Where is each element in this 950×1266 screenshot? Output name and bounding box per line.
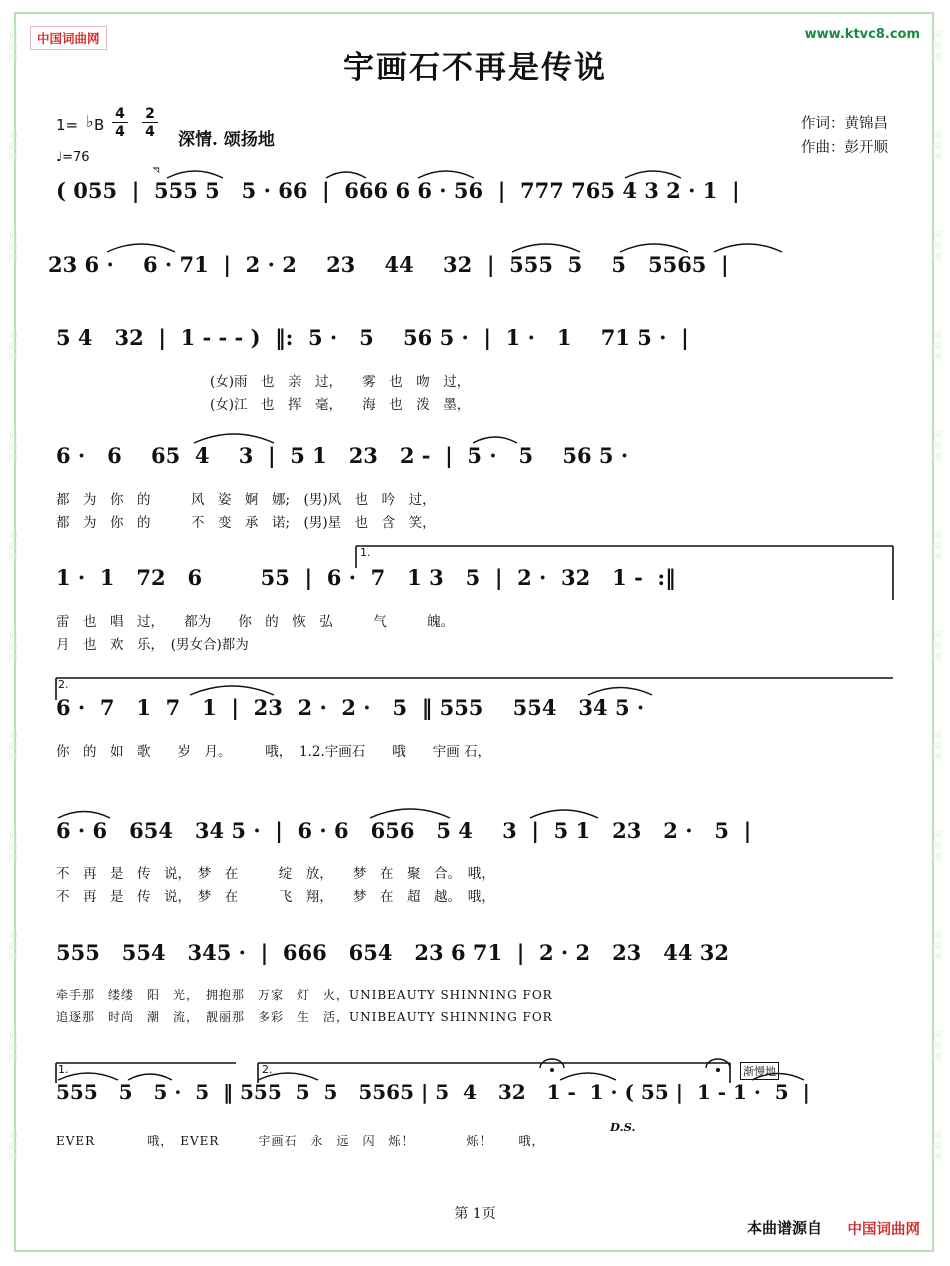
composer-credit: 作曲：彭开顺 bbox=[801, 140, 888, 156]
system-7-lyric-line-1: 不 再 是 传 说， 梦 在 绽 放， 梦 在 聚 合。 哦， bbox=[56, 866, 495, 882]
time-signature-1-top: 4 bbox=[115, 106, 125, 122]
system-5-lyric-line-1: 雷 也 唱 过， 都为 你 的 恢 弘 气 魄。 bbox=[56, 614, 455, 630]
system-5-lyric-line-2: 月 也 欢 乐， (男女合)都为 bbox=[56, 637, 249, 653]
flat-symbol: ♭ bbox=[86, 112, 94, 131]
system-5-ending-bracket-label: 1. bbox=[360, 546, 371, 559]
system-4-notes: 6 · 6 65 4 3 | 5 1 23 2 - | 5 · 5 56 5 · bbox=[56, 443, 629, 468]
slow-down-marking: 渐慢地 bbox=[740, 1062, 779, 1080]
system-6-lyric-line-1: 你 的 如 歌 岁 月。 哦， 1.2.宇画石 哦 宇画 石， bbox=[56, 744, 492, 760]
credits bbox=[801, 112, 888, 160]
system-8-notes: 555 554 345 · | 666 654 23 6 71 | 2 · 2 23 44 32 bbox=[56, 940, 729, 965]
system-8-lyric-line-1: 牵手那 缕缕 阳 光， 拥抱那 万家 灯 火，UNIBEAUTY SHINNING FOR bbox=[56, 988, 553, 1002]
system-3-lyric-line-1: (女)雨 也 亲 过， 雾 也 吻 过， bbox=[210, 374, 471, 390]
time-signature-2-top: 2 bbox=[145, 106, 155, 122]
system-1-notes: ( 055 | 555 5 5 · 66 | 666 6 6 · 56 | 777 765 4 3 2 · 1 | bbox=[56, 178, 740, 203]
site-logo-top-left[interactable]: 中国词曲网 bbox=[30, 26, 107, 50]
time-signature-1-bottom: 4 bbox=[112, 122, 128, 140]
system-9-ending-2-label: 2. bbox=[262, 1063, 273, 1076]
system-7-notes: 6 · 6 654 34 5 · | 6 · 6 656 5 4 3 | 5 1 23 2 · 5 | bbox=[56, 818, 752, 843]
system-7-lyric-line-2: 不 再 是 传 说， 梦 在 飞 翔， 梦 在 超 越。 哦， bbox=[56, 889, 495, 905]
mood-marking: 深情. 颂扬地 bbox=[178, 130, 275, 150]
tempo-marking: ♩=76 bbox=[56, 150, 90, 165]
system-9-notes: 555 5 5 · 5 ‖ 555 5 5 5565 | 5 4 32 1 - 1 · ( 55 | 1 - 1 · 5 | bbox=[56, 1080, 810, 1104]
page-number: 第 1页 bbox=[454, 1206, 496, 1222]
site-url-top-right[interactable]: www.ktvc8.com bbox=[804, 27, 920, 42]
lyricist-credit: 作词：黄锦昌 bbox=[801, 116, 888, 132]
system-4-lyric-line-2: 都 为 你 的 不 变 承 诺; (男)星 也 含 笑， bbox=[56, 515, 436, 531]
watermark-column-left: 词 曲 网 词 曲 网 词 曲 网 词 曲 网 词 曲 网 词 曲 网 词 曲 网 词 曲 网 词 曲 网 词 曲 网 词 曲 网 词 曲 网 bbox=[8, 30, 18, 1162]
system-9-ending-1-label: 1. bbox=[58, 1063, 69, 1076]
system-2-notes: 23 6 · 6 · 71 | 2 · 2 23 44 32 | 555 5 5 5565 | bbox=[48, 252, 729, 277]
segno-icon: 𝅐 bbox=[152, 150, 161, 179]
ds-al-marking: D.S. bbox=[610, 1120, 636, 1134]
system-6-notes: 6 · 7 1 7 1 | 23 2 · 2 · 5 ‖ 555 554 34 5 · bbox=[56, 695, 645, 720]
time-signature-2-bottom: 4 bbox=[142, 122, 158, 140]
page-title: 宇画石不再是传说 bbox=[343, 50, 607, 86]
system-8-lyric-line-2: 追逐那 时尚 潮 流， 靓丽那 多彩 生 活，UNIBEAUTY SHINNING FOR bbox=[56, 1010, 553, 1024]
watermark-column-right: 词 曲 网 词 曲 网 词 曲 网 词 曲 网 词 曲 网 词 曲 网 词 曲 网 词 曲 网 词 曲 网 词 曲 网 词 曲 网 词 曲 网 bbox=[932, 30, 942, 1162]
footer-source-label: 本曲谱源自 bbox=[746, 1219, 822, 1237]
key-name: B bbox=[94, 116, 105, 134]
system-6-ending-bracket-label: 2. bbox=[58, 678, 69, 691]
system-4-lyric-line-1: 都 为 你 的 风 姿 婀 娜; (男)风 也 吟 过， bbox=[56, 492, 436, 508]
system-5-notes: 1 · 1 72 6 55 | 6 · 7 1 3 5 | 2 · 32 1 - :‖ bbox=[56, 565, 676, 590]
footer-site-name[interactable]: 中国词曲网 bbox=[847, 1222, 920, 1238]
key-label: 1= bbox=[56, 116, 79, 134]
system-3-lyric-line-2: (女)江 也 挥 毫， 海 也 泼 墨， bbox=[210, 397, 471, 413]
system-9-lyric-line-1: EVER 哦， EVER 宇画石 永 远 闪 烁！ 烁！ 哦， bbox=[56, 1134, 545, 1148]
system-3-notes: 5 4 32 | 1 - - - ) ‖: 5 · 5 56 5 · | 1 · 1 71 5 · | bbox=[56, 325, 689, 350]
